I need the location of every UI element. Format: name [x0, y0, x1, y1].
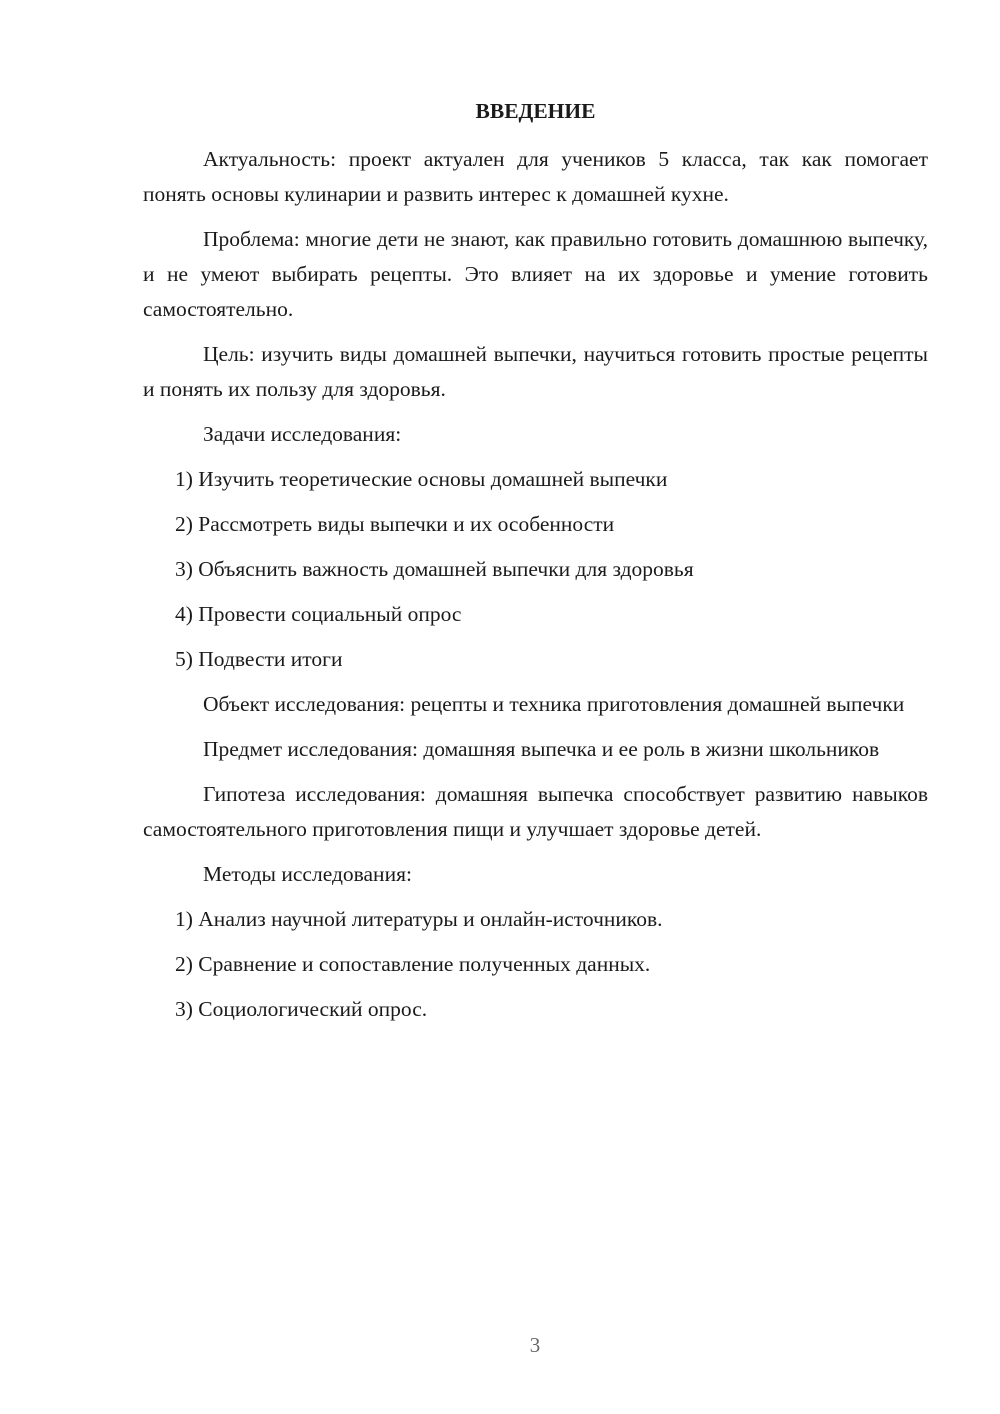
- tasks-list: [143, 462, 928, 677]
- list-item: 1) Изучить теоретические основы домашней выпечки: [175, 467, 668, 491]
- list-item: 5) Подвести итоги: [175, 647, 343, 671]
- hypothesis-paragraph: Гипотеза исследования: домашняя выпечка способствует развитию навыков самостоятельного приготовления пищи и улучшает здоровье детей.: [143, 782, 928, 841]
- list-item: 3) Объяснить важность домашней выпечки для здоровья: [175, 557, 694, 581]
- tasks-label: Задачи исследования:: [203, 422, 402, 446]
- goal-paragraph: Цель: изучить виды домашней выпечки, научиться готовить простые рецепты и понять их пользу для здоровья.: [143, 342, 928, 401]
- list-item: 3) Социологический опрос.: [175, 997, 428, 1021]
- object-paragraph: Объект исследования: рецепты и техника приготовления домашней выпечки: [203, 692, 905, 716]
- page-content: [143, 96, 928, 1037]
- page-number: 3: [529, 1333, 541, 1357]
- problem-paragraph: Проблема: многие дети не знают, как правильно готовить домашнюю выпечку, и не умеют выбирать рецепты. Это влияет на их здоровье и умение готовить самостоятельно.: [143, 227, 928, 321]
- section-heading: ВВЕДЕНИЕ: [475, 99, 596, 123]
- methods-label: Методы исследования:: [203, 862, 412, 886]
- subject-paragraph: Предмет исследования: домашняя выпечка и ее роль в жизни школьников: [203, 737, 880, 761]
- list-item: 2) Рассмотреть виды выпечки и их особенности: [175, 512, 615, 536]
- methods-list: [143, 902, 928, 1027]
- list-item: 2) Сравнение и сопоставление полученных данных.: [175, 952, 651, 976]
- relevance-paragraph: Актуальность: проект актуален для учеников 5 класса, так как помогает понять основы кулинарии и развить интерес к домашней кухне.: [143, 147, 928, 206]
- list-item: 1) Анализ научной литературы и онлайн-источников.: [175, 907, 663, 931]
- list-item: 4) Провести социальный опрос: [175, 602, 462, 626]
